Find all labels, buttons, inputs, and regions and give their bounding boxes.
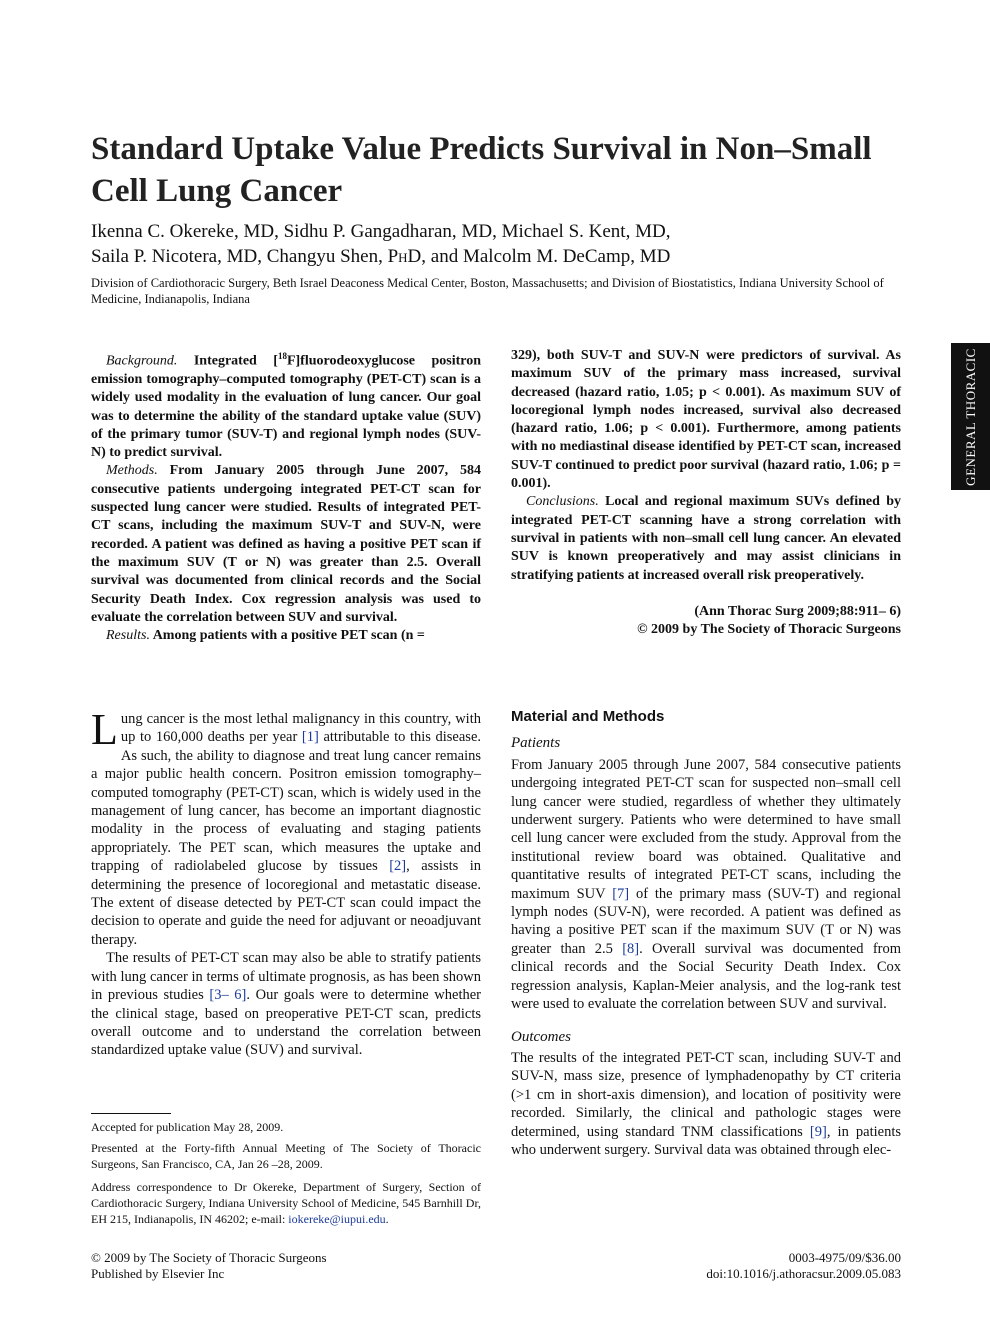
- author-degree: PhD: [387, 246, 422, 267]
- side-tab-label: GENERAL THORACIC: [962, 347, 978, 486]
- author-line-1: [91, 219, 921, 244]
- author-degree: MD: [639, 246, 671, 267]
- intro-paragraph-1: [91, 705, 482, 949]
- author-degree: MD: [635, 221, 666, 242]
- abstract-results-cont: 329), both SUV-T and SUV-N were predictors of survival. As maximum SUV of the primary mass increased, survival decreased (hazard ratio, 1.05; p < 0.001). As maximum SUV of locoregional lymph nodes increased, survival also decreased (hazard ratio, 1.06; p < 0.001). Furthermore, among patients with no mediastinal disease identified by PET-CT scan, increased SUV-T continued to predict poor survival (hazard ratio, 1.06; p = 0.001).: [511, 348, 901, 492]
- citation-copyright: © 2009 by The Society of Thoracic Surgeons: [637, 622, 901, 638]
- reference-link[interactable]: [8]: [622, 940, 640, 957]
- citation-block: [511, 603, 901, 640]
- author-sep: ,: [274, 221, 279, 242]
- subsection-heading: Patients: [511, 735, 561, 752]
- abstract-background: [91, 347, 481, 462]
- issn-doi: [501, 1250, 901, 1282]
- author-degree: MD: [243, 221, 275, 242]
- abstract-conclusions: [511, 493, 901, 584]
- issn-price: 0003-4975/09/$36.00: [788, 1250, 901, 1265]
- author-list: [91, 219, 921, 269]
- body-text: . Overall survival was documented from clinical records and the Social Security Death Index. Cox regression analysis, Kaplan-Meier analysis, and the log-rank test were used to evaluate the correlation between SUV and survival.: [511, 940, 902, 1013]
- affiliation: Division of Cardiothoracic Surgery, Beth Israel Deaconess Medical Center, Boston, Massachusetts; and Division of Biostatistics, Indiana University School of Medicine, Indianapolis, Indiana: [91, 276, 884, 306]
- footnote-text: .: [385, 1212, 389, 1226]
- author-name: Malcolm M. DeCamp,: [462, 246, 635, 267]
- abstract-methods: [91, 462, 481, 627]
- section-side-tab: [951, 343, 990, 490]
- footnote-presented: Presented at the Forty-fifth Annual Meeting of The Society of Thoracic Surgeons, San Francisco, CA, Jan 26 –28, 2009.: [91, 1141, 481, 1171]
- publisher-info: [91, 1250, 491, 1282]
- email-link[interactable]: iokereke@iupui.edu: [288, 1212, 386, 1226]
- abstract-left-column: [91, 347, 481, 645]
- abstract-label: Conclusions.: [526, 494, 599, 510]
- body-text: attributable to this disease. As such, the ability to diagnose and treat lung cancer remains a major public health concern. Positron emission tomography–computed tomography (PET-CT) scan, which is widely used in the management of lung cancer, has become an important diagnostic modality in the process of evaluating and staging patients appropriately. The PET scan, which measures the uptake and trapping of radiolabeled glucose by tissues: [91, 729, 482, 875]
- author-name: Saila P. Nicotera,: [91, 246, 222, 267]
- author-sep: , and: [421, 246, 459, 267]
- body-text: ung cancer is the most lethal malignancy in this country, with up to 160,000 deaths per year: [120, 711, 481, 746]
- author-name: Ikenna C. Okereke,: [91, 221, 239, 242]
- doi: doi:10.1016/j.athoracsur.2009.05.083: [706, 1266, 901, 1281]
- footnote-accepted: Accepted for publication May 28, 2009.: [91, 1120, 284, 1134]
- bottom-copyright: © 2009 by The Society of Thoracic Surgeons: [91, 1250, 327, 1265]
- article-title: Standard Uptake Value Predicts Survival in Non–Small Cell Lung Cancer: [91, 131, 872, 209]
- author-degree: MD: [461, 221, 493, 242]
- author-degree: MD: [226, 246, 258, 267]
- author-name: Sidhu P. Gangadharan,: [283, 221, 457, 242]
- author-sep: ,: [492, 221, 497, 242]
- body-text: of the primary mass (SUV-T) and regional lymph nodes (SUV-N), were recorded. A patient was defined as having a positive PET scan if the maximum SUV (T or N) was greater than 2.5: [511, 885, 902, 957]
- reference-link[interactable]: [7]: [612, 885, 630, 902]
- abstract-text: From January 2005 through June 2007, 584 consecutive patients undergoing integrated PET-CT scan for suspected lung cancer were studied. Results of integrated PET-CT scans, including the maximum SUV-T and SUV-N, were recorded. A patient was defined as having a positive PET scan if the maximum SUV (T or N) was greater than 2.5. Overall survival was documented from clinical records and the Social Security Death Index. Cox regression analysis was used to evaluate the correlation between SUV and survival.: [91, 463, 482, 625]
- abstract-text: F]fluorodeoxyglucose positron emission tomography–computed tomography (PET-CT) scan is a widely used modality in the evaluation of lung cancer. Our goal was to determine the ability of the standard uptake value (SUV) of the primary tumor (SUV-T) and regional lymph nodes (SUV-N) to predict survival.: [91, 353, 481, 461]
- reference-link[interactable]: [1]: [301, 729, 319, 746]
- reference-link[interactable]: [9]: [809, 1123, 827, 1140]
- body-text: , in patients who underwent surgery. Survival data was obtained through elec-: [511, 1123, 902, 1158]
- body-text: From January 2005 through June 2007, 584 consecutive patients undergoing integrated PET-CT scan for suspected non–small cell lung cancer were studied, regardless of whether they ultimately underwent surgery. Patients who were determined to have small cell lung cancer were excluded from the study. Approval from the institutional review board was obtained. Qualitative and quantitative results of integrated PET-CT scans, including the maximum SUV: [511, 756, 901, 902]
- body-text: The results of the integrated PET-CT scan, including SUV-T and SUV-N, mass size, presence of lymphadenopathy by CT criteria (>1 cm in short-axis dimension), and location of positivity were recorded. Similarly, the clinical and pathologic stages were determined, using standard TNM classifications: [511, 1049, 901, 1140]
- methods-column: [511, 708, 901, 1159]
- footnote-text: Address correspondence to Dr Okereke, Department of Surgery, Section of Cardiothoracic Surgery, Indiana University School of Medicine, 545 Barnhill Dr, EH 215, Indianapolis, IN 46202; e-mail:: [91, 1180, 481, 1226]
- superscript: 18: [277, 351, 287, 361]
- abstract-results-start: [91, 627, 481, 645]
- body-text: The results of PET-CT scan may also be able to stratify patients with lung cancer in terms of ultimate prognosis, as has been shown in previous studies: [91, 950, 481, 1004]
- footnote-divider: [91, 1113, 171, 1114]
- author-name: Changyu Shen,: [266, 246, 383, 267]
- journal-citation: (Ann Thorac Surg 2009;88:911– 6): [694, 603, 901, 619]
- reference-link[interactable]: [2]: [389, 858, 407, 875]
- abstract-text: Integrated [: [193, 353, 278, 369]
- bottom-publisher: Published by Elsevier Inc: [91, 1266, 225, 1281]
- abstract-label: Methods.: [106, 463, 158, 479]
- author-name: Michael S. Kent,: [501, 221, 631, 242]
- abstract-text: Local and regional maximum SUVs defined by integrated PET-CT scanning have a strong correlation with survival in patients with non–small cell lung cancer. An elevated SUV is known preoperatively and may assist clinicians in stratifying patients at increased overall risk preoperatively.: [511, 494, 901, 583]
- reference-link[interactable]: [3– 6]: [209, 987, 247, 1004]
- body-text: , assists in determining the presence of locoregional and metastatic disease. The extent of disease detected by PET-CT scan could impact the decision to operate and guide the need for adjuvant or neoadjuvant therapy.: [91, 858, 482, 948]
- footnote-address: [91, 1179, 481, 1227]
- abstract-text: Among patients with a positive PET scan (n =: [152, 628, 425, 644]
- subsection-heading: Outcomes: [511, 1028, 571, 1045]
- author-sep: ,: [665, 221, 671, 242]
- abstract-label: Background.: [106, 353, 178, 369]
- intro-paragraph-2: [91, 949, 481, 1059]
- section-heading: Material and Methods: [511, 708, 665, 725]
- author-sep: ,: [257, 246, 262, 267]
- body-text: . Our goals were to determine whether the clinical stage, based on preoperative PET-CT scan, predicts overall outcome and to understand the correlation between standardized uptake value (SUV) and survival.: [91, 987, 481, 1059]
- abstract-label: Results.: [106, 628, 150, 644]
- intro-column: [91, 705, 482, 1060]
- drop-cap: L: [91, 705, 118, 754]
- abstract-right-column: [511, 347, 901, 639]
- outcomes-paragraph: [511, 1049, 901, 1159]
- author-line-2: [91, 244, 921, 269]
- patients-paragraph: [511, 756, 901, 1014]
